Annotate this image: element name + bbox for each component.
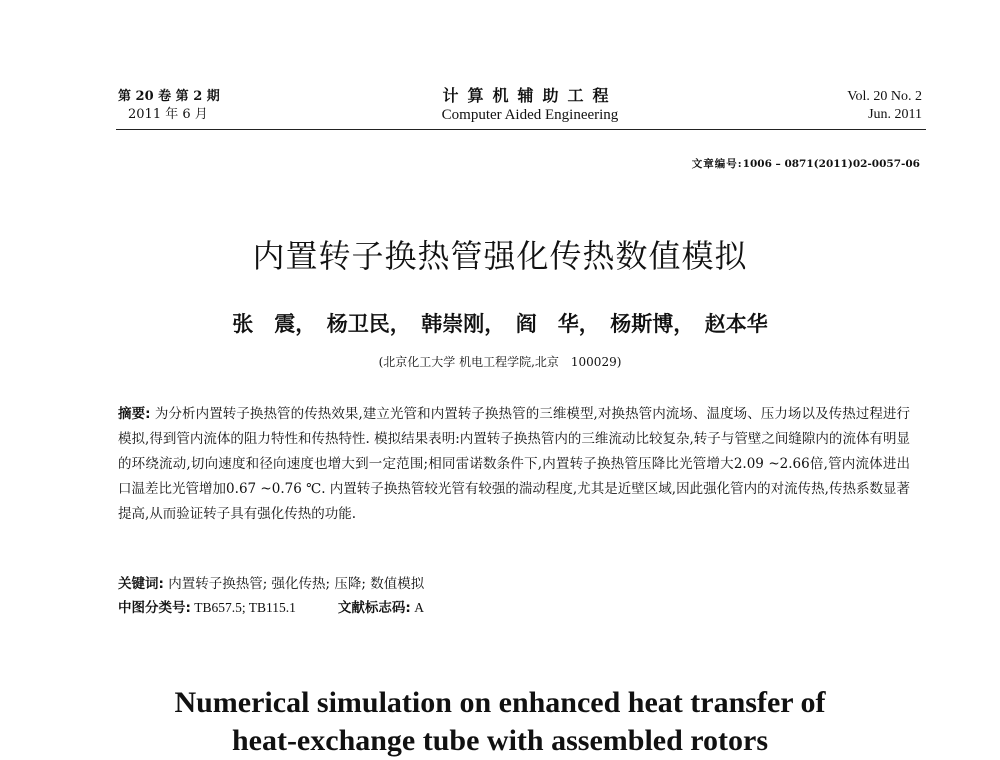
header-rule — [116, 129, 926, 130]
header-left — [118, 88, 278, 124]
title-en-line2: heat-exchange tube with assembled rotors — [231, 724, 769, 757]
abstract-label: 摘要: — [118, 406, 151, 422]
volume-issue-cn: 第 20 卷 第 2 期 — [118, 89, 220, 104]
abstract-text: 为分析内置转子换热管的传热效果,建立光管和内置转子换热管的三维模型,对换热管内流场、温度场、压力场以及传热过程进行模拟,得到管内流体的阻力特性和传热特性. 模拟结果表明:内置转子换热管内的三维流动比较复杂,转子与管壁之间缝隙内的流体有明显的环绕流动,切向速度和径向速度也增大到一定范围;相同雷诺数条件下,内置转子换热管压降比光管增大2.09 ~2.66倍,管内流体进出口温差比光管增加0.67 ~0.76 ℃. 内置转子换热管较光管有较强的湍动程度,尤其是近壁区域,因此强化管内的对流传热,传热系数显著提高,从而验证转子具有强化传热的功能. — [118, 406, 910, 522]
document-code-label: 文献标志码: — [337, 600, 411, 616]
date-cn: 2011 年 6 月 — [128, 107, 208, 122]
volume-issue-en: Vol. 20 No. 2 — [847, 89, 922, 104]
document-code-value: A — [410, 600, 424, 615]
article-number-value: 1006 – 0871(2011)02-0057-06 — [742, 158, 920, 170]
date-en: Jun. 2011 — [868, 107, 922, 122]
classification-label: 中图分类号: — [118, 600, 191, 616]
keywords-label: 关键词: — [118, 576, 164, 592]
affiliation: (北京化工大学 机电工程学院,北京 100029) — [378, 355, 622, 369]
journal-name-cn: 计算机辅助工程 — [442, 86, 618, 105]
classification — [118, 598, 910, 618]
article-number-label: 文章编号: — [691, 158, 743, 170]
abstract — [118, 402, 910, 527]
keywords-text: 内置转子换热管; 强化传热; 压降; 数值模拟 — [163, 576, 425, 592]
authors: 张 震， 杨卫民， 韩崇刚， 阎 华， 杨斯博， 赵本华 — [232, 311, 768, 336]
journal-name-en: Computer Aided Engineering — [441, 107, 619, 123]
title-cn: 内置转子换热管强化传热数值模拟 — [252, 237, 748, 275]
title-en — [100, 684, 900, 760]
header-right — [780, 88, 922, 124]
classification-value: TB657.5; TB115.1 — [190, 600, 296, 615]
header-center — [400, 86, 660, 124]
keywords — [118, 574, 910, 594]
article-number — [600, 156, 920, 171]
title-en-line1: Numerical simulation on enhanced heat transfer of — [174, 686, 826, 719]
